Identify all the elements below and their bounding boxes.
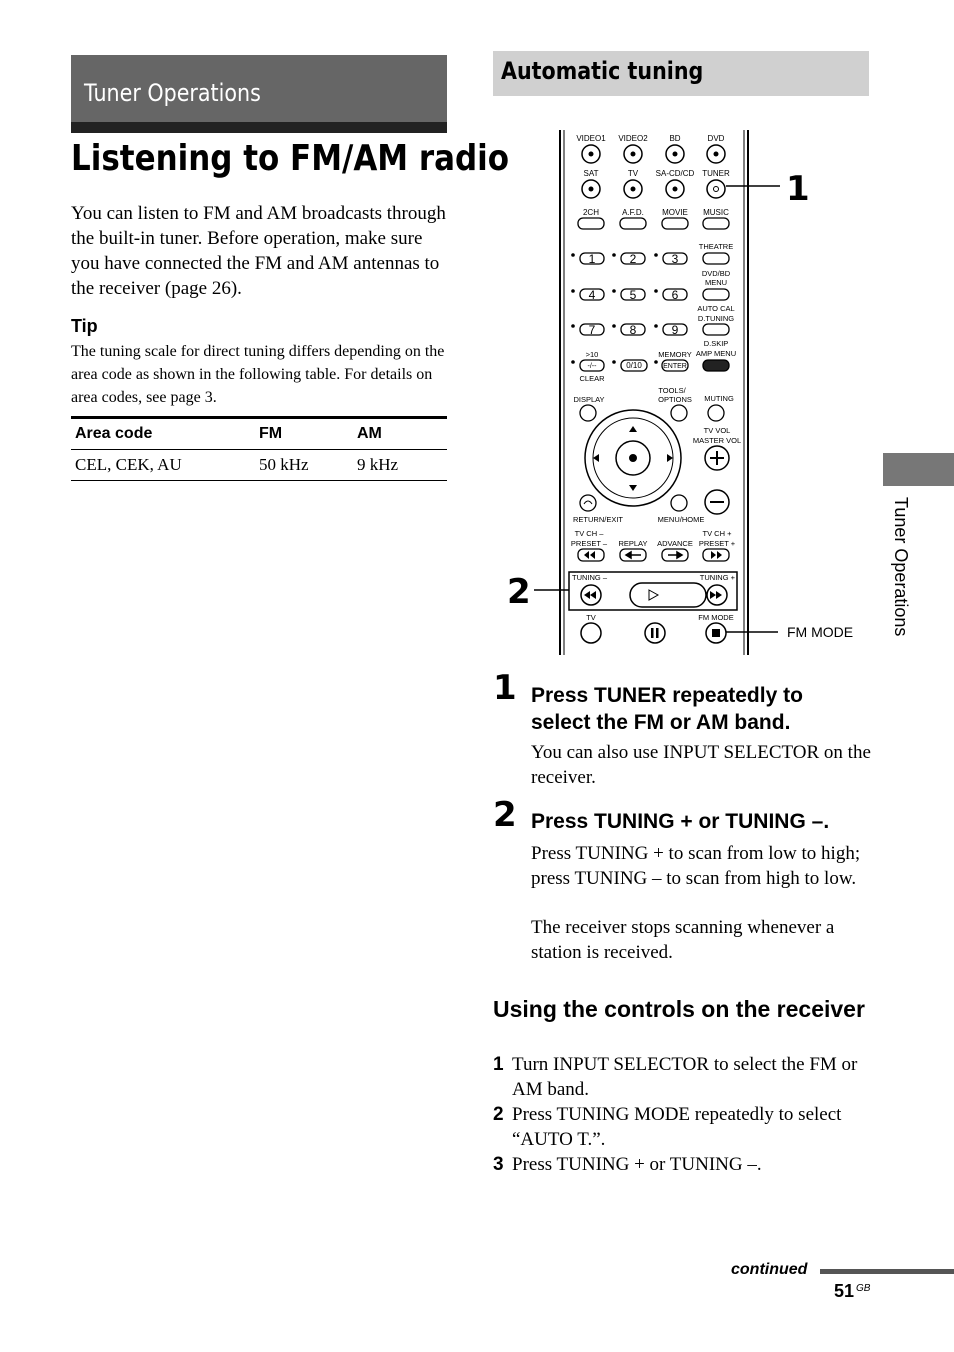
afd-label: A.F.D. (622, 208, 644, 217)
callout-1: 1 (786, 169, 810, 209)
d-tuning-button (703, 324, 729, 335)
list-item-text: Press TUNING MODE repeatedly to select “AUTO T.”. (512, 1104, 842, 1150)
table-cell: 9 kHz (353, 450, 447, 481)
step-2-body-1: Press TUNING + to scan from low to high; press TUNING – to scan from high to low. (531, 843, 861, 889)
fm-mode-key-label: FM MODE (698, 613, 734, 622)
options-button (671, 405, 687, 421)
options-label: OPTIONS (658, 395, 692, 404)
amp-menu-label: AMP MENU (695, 349, 737, 358)
muting-label: MUTING (704, 394, 734, 403)
zero-label: 0/10 (626, 361, 642, 370)
table-header-area-code: Area code (71, 418, 255, 450)
replay-label: REPLAY (618, 539, 648, 548)
key-3: 3 (671, 252, 679, 266)
step-2-body-2: The receiver stops scanning whenever a station is received. (531, 917, 835, 963)
tv-ch-minus-label: TV CH – (574, 529, 604, 538)
callout-fm-mode: FM MODE (787, 624, 854, 640)
menu-home-label: MENU/HOME (657, 515, 705, 524)
tv-bottom-label: TV (586, 613, 596, 622)
key-4: 4 (588, 288, 596, 302)
intro-paragraph: You can listen to FM and AM broadcasts through the built-in tuner. Before operation, make sure you have connected the FM and AM antennas to the receiver (page 26). (71, 203, 446, 299)
music-button (703, 218, 729, 229)
menu-label: MENU (704, 278, 728, 287)
table-cell: 50 kHz (255, 450, 353, 481)
play-button (630, 583, 706, 607)
advance-label: ADVANCE (657, 539, 693, 548)
step-2-number: 2 (493, 795, 517, 835)
key-1: 1 (588, 252, 596, 266)
list-item-number: 2 (493, 1104, 504, 1125)
page-suffix: GB (856, 1283, 871, 1294)
memory-label: MEMORY (658, 350, 692, 359)
display-button (580, 405, 596, 421)
table-header-row (71, 418, 447, 450)
list-item (493, 1052, 873, 1102)
automatic-tuning-heading: Automatic tuning (501, 57, 704, 85)
step-1-number: 1 (493, 668, 517, 708)
key-8: 8 (629, 323, 637, 337)
page-number: 51 (834, 1281, 855, 1301)
movie-button (662, 218, 688, 229)
remote-control-illustration (500, 125, 880, 660)
tuner-label: TUNER (702, 169, 730, 178)
table-header-am: AM (353, 418, 447, 450)
muting-button (708, 405, 724, 421)
list-item-text: Press TUNING + or TUNING –. (512, 1154, 762, 1175)
theatre-label: THEATRE (698, 242, 734, 251)
menu-home-button (671, 495, 687, 511)
movie-label: MOVIE (662, 208, 688, 217)
enter-label: ENTER (663, 363, 687, 370)
2ch-button (578, 218, 604, 229)
return-exit-label: RETURN/EXIT (572, 515, 624, 524)
preset-plus-label: PRESET + (698, 539, 736, 548)
list-item (493, 1152, 873, 1177)
area-code-table (71, 416, 447, 481)
bd-label: BD (669, 134, 681, 143)
tv-ch-plus-label: TV CH + (702, 529, 732, 538)
side-tab-label: Tuner Operations (891, 497, 911, 637)
table-cell: CEL, CEK, AU (71, 450, 255, 481)
continued-bar (820, 1269, 954, 1274)
key-9: 9 (671, 323, 679, 337)
afd-button (620, 218, 646, 229)
tip-heading: Tip (71, 316, 98, 336)
2ch-label: 2CH (582, 208, 600, 217)
automatic-tuning-banner (493, 51, 869, 96)
table-header-fm: FM (255, 418, 353, 450)
list-item-text: Turn INPUT SELECTOR to select the FM or AM band. (512, 1054, 858, 1100)
side-tab-marker (883, 453, 954, 486)
page-title: Listening to FM/AM radio (71, 138, 510, 179)
section-rule (71, 122, 447, 133)
auto-cal-label: AUTO CAL (697, 304, 735, 313)
video1-label: VIDEO1 (576, 134, 606, 143)
dvd-menu-button (703, 289, 729, 300)
key-5: 5 (629, 288, 637, 302)
tv-label: TV (627, 169, 639, 178)
gt10-label: >10 (585, 350, 599, 359)
d-skip-label: D.SKIP (703, 339, 729, 348)
tools-label: TOOLS/ (658, 386, 686, 395)
step-1-heading: Press TUNER repeatedly to select the FM or AM band. (531, 684, 803, 734)
display-label: DISPLAY (573, 395, 605, 404)
list-item-number: 3 (493, 1154, 504, 1175)
tuning-minus-label: TUNING – (572, 573, 608, 582)
list-item (493, 1102, 873, 1152)
list-item-number: 1 (493, 1054, 504, 1075)
tip-text: The tuning scale for direct tuning differs depending on the area code as shown in the following table. For details on area codes, see page 3. (71, 343, 445, 406)
step-2-heading: Press TUNING + or TUNING –. (531, 810, 830, 833)
tv-power-button (581, 623, 601, 643)
key-6: 6 (671, 288, 679, 302)
sacd-label: SA-CD/CD (655, 169, 695, 178)
callout-2: 2 (507, 572, 531, 612)
amp-menu-button (703, 360, 729, 371)
theatre-button (703, 253, 729, 264)
key-2: 2 (629, 252, 637, 266)
sat-label: SAT (583, 169, 599, 178)
dvd-bd-label: DVD/BD (701, 269, 731, 278)
key-7: 7 (588, 323, 596, 337)
dvd-label: DVD (707, 134, 725, 143)
table-row (71, 450, 447, 481)
receiver-controls-heading: Using the controls on the receiver (493, 996, 865, 1022)
video2-label: VIDEO2 (618, 134, 648, 143)
tv-vol-label: TV VOL (703, 426, 731, 435)
tuning-plus-label: TUNING + (699, 573, 735, 582)
section-title: Tuner Operations (84, 79, 261, 107)
section-banner (71, 55, 447, 122)
return-button (580, 495, 596, 511)
preset-minus-label: PRESET – (570, 539, 608, 548)
clear-label: CLEAR (579, 374, 605, 383)
master-vol-label: MASTER VOL (692, 436, 742, 445)
pause-button (645, 623, 665, 643)
music-label: MUSIC (703, 208, 729, 217)
dash-label: -/-- (587, 363, 597, 370)
d-tuning-label: D.TUNING (697, 314, 735, 323)
continued-label: continued (731, 1261, 808, 1278)
step-1-body: You can also use INPUT SELECTOR on the receiver. (531, 742, 871, 788)
